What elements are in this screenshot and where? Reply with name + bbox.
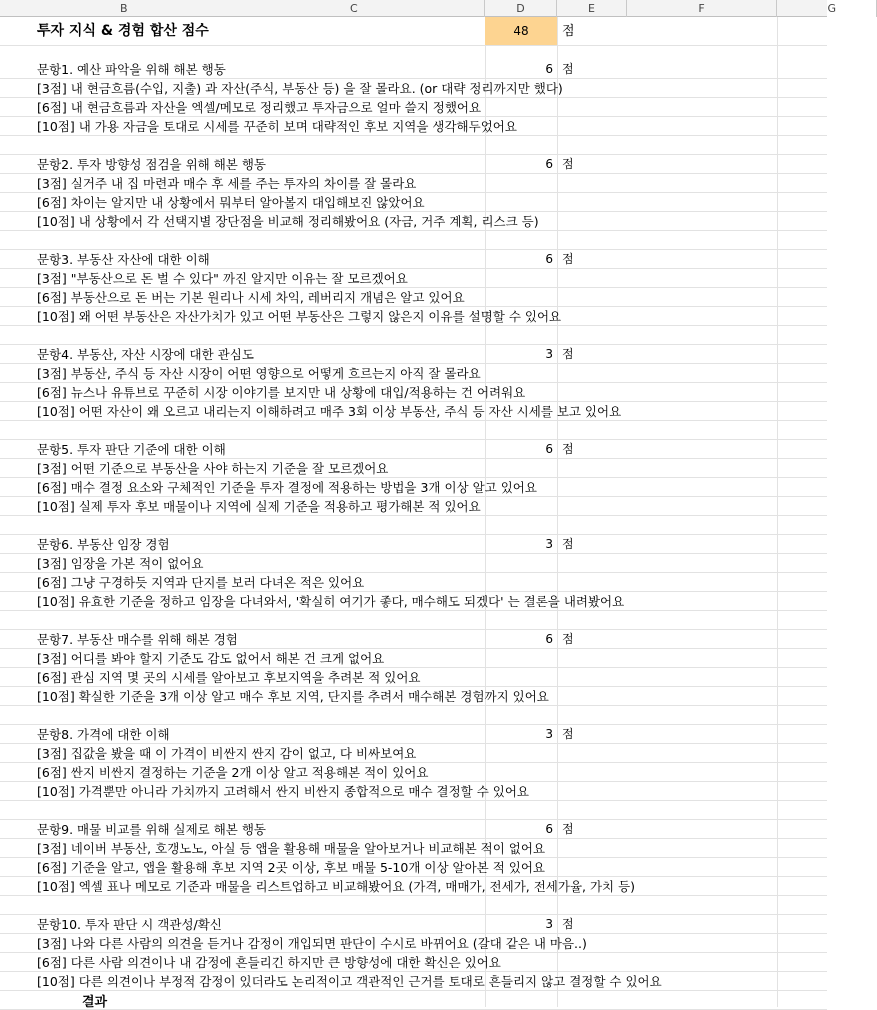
blank-row[interactable] bbox=[0, 231, 827, 250]
question-score-unit: 점 bbox=[562, 917, 574, 931]
answer-option-row[interactable] bbox=[0, 307, 827, 326]
answer-option-row[interactable] bbox=[0, 934, 827, 953]
answer-option-text: [10점] 다른 의견이나 부정적 감정이 있더라도 논리적이고 객관적인 근거를 토대로 흔들리지 않고 결정할 수 있어요 bbox=[37, 974, 662, 989]
blank-row[interactable] bbox=[0, 991, 827, 1010]
question-score-cell[interactable]: 6 bbox=[545, 157, 553, 171]
question-header-row[interactable] bbox=[0, 155, 827, 174]
answer-option-text: [6점] 뉴스나 유튜브로 꾸준히 시장 이야기를 보지만 내 상황에 대입/적용하는 건 어려워요 bbox=[37, 385, 526, 400]
question-score-unit: 점 bbox=[562, 62, 574, 76]
answer-option-row[interactable] bbox=[0, 668, 827, 687]
answer-option-text: [6점] 다른 사람 의견이나 내 감정에 흔들리긴 하지만 큰 방향성에 대한 확신은 있어요 bbox=[37, 955, 501, 970]
answer-option-row[interactable] bbox=[0, 592, 827, 611]
question-header-row[interactable] bbox=[0, 915, 827, 934]
answer-option-text: [3점] "부동산으로 돈 벌 수 있다" 까진 알지만 이유는 잘 모르겠어요 bbox=[37, 271, 408, 286]
answer-option-text: [3점] 실거주 내 집 마련과 매수 후 세를 주는 투자의 차이를 잘 몰라요 bbox=[37, 176, 417, 191]
answer-option-row[interactable] bbox=[0, 117, 827, 136]
answer-option-text: [3점] 집값을 봤을 때 이 가격이 비싼지 싼지 감이 없고, 다 비싸보여요 bbox=[37, 746, 417, 761]
answer-option-row[interactable] bbox=[0, 782, 827, 801]
blank-row[interactable] bbox=[0, 516, 827, 535]
question-title: 문항8. 가격에 대한 이해 bbox=[37, 727, 170, 742]
question-score-unit: 점 bbox=[562, 157, 574, 171]
question-title: 문항1. 예산 파악을 위해 해본 행동 bbox=[37, 62, 226, 77]
answer-option-text: [3점] 부동산, 주식 등 자산 시장이 어떤 영향으로 어떻게 흐르는지 아직 잘 몰라요 bbox=[37, 366, 481, 381]
answer-option-text: [6점] 관심 지역 몇 곳의 시세를 알아보고 후보지역을 추려본 적 있어요 bbox=[37, 670, 421, 685]
title-row[interactable] bbox=[0, 17, 827, 46]
question-title: 문항2. 투자 방향성 점검을 위해 해본 행동 bbox=[37, 157, 266, 172]
column-header-d[interactable]: D bbox=[485, 0, 557, 17]
answer-option-text: [6점] 싼지 비싼지 결정하는 기준을 2개 이상 알고 적용해본 적이 있어요 bbox=[37, 765, 429, 780]
question-header-row[interactable] bbox=[0, 345, 827, 364]
answer-option-row[interactable] bbox=[0, 98, 827, 117]
question-score-cell[interactable]: 6 bbox=[545, 62, 553, 76]
answer-option-text: [10점] 왜 어떤 부동산은 자산가치가 있고 어떤 부동산은 그렇지 않은지 이유를 설명할 수 있어요 bbox=[37, 309, 562, 324]
answer-option-row[interactable] bbox=[0, 288, 827, 307]
answer-option-text: [10점] 가격뿐만 아니라 가치까지 고려해서 싼지 비싼지 종합적으로 매수 결정할 수 있어요 bbox=[37, 784, 529, 799]
answer-option-text: [10점] 확실한 기준을 3개 이상 알고 매수 후보 지역, 단지를 추려서 매수해본 경험까지 있어요 bbox=[37, 689, 549, 704]
question-title: 문항5. 투자 판단 기준에 대한 이해 bbox=[37, 442, 226, 457]
question-score-unit: 점 bbox=[562, 537, 574, 551]
answer-option-row[interactable] bbox=[0, 877, 827, 896]
question-score-unit: 점 bbox=[562, 822, 574, 836]
question-score-cell[interactable]: 6 bbox=[545, 822, 553, 836]
question-score-unit: 점 bbox=[562, 252, 574, 266]
answer-option-row[interactable] bbox=[0, 193, 827, 212]
answer-option-row[interactable] bbox=[0, 744, 827, 763]
blank-row[interactable] bbox=[0, 136, 827, 155]
sheet-tab-result[interactable]: 결과 bbox=[82, 995, 108, 1010]
answer-option-row[interactable] bbox=[0, 79, 827, 98]
question-header-row[interactable] bbox=[0, 250, 827, 269]
column-header-b[interactable]: B bbox=[0, 0, 485, 17]
question-score-unit: 점 bbox=[562, 727, 574, 741]
question-title: 문항4. 부동산, 자산 시장에 대한 관심도 bbox=[37, 347, 254, 362]
answer-option-row[interactable] bbox=[0, 554, 827, 573]
answer-option-row[interactable] bbox=[0, 478, 827, 497]
answer-option-row[interactable] bbox=[0, 212, 827, 231]
answer-option-text: [6점] 매수 결정 요소와 구체적인 기준을 투자 결정에 적용하는 방법을 3개 이상 알고 있어요 bbox=[37, 480, 537, 495]
blank-row[interactable] bbox=[0, 801, 827, 820]
answer-option-text: [3점] 임장을 가본 적이 없어요 bbox=[37, 556, 204, 571]
answer-option-row[interactable] bbox=[0, 497, 827, 516]
answer-option-text: [10점] 유효한 기준을 정하고 임장을 다녀와서, '확실히 여기가 좋다, 매수해도 되겠다' 는 결론을 내려봤어요 bbox=[37, 594, 625, 609]
answer-option-text: [3점] 네이버 부동산, 호갱노노, 아실 등 앱을 활용해 매물을 알아보거나 비교해본 적이 없어요 bbox=[37, 841, 546, 856]
blank-row[interactable] bbox=[0, 421, 827, 440]
answer-option-text: [10점] 실제 투자 후보 매물이나 지역에 실제 기준을 적용하고 평가해본 적 있어요 bbox=[37, 499, 481, 514]
question-header-row[interactable] bbox=[0, 535, 827, 554]
answer-option-row[interactable] bbox=[0, 383, 827, 402]
blank-row[interactable] bbox=[0, 326, 827, 345]
question-score-cell[interactable]: 6 bbox=[545, 252, 553, 266]
question-header-row[interactable] bbox=[0, 725, 827, 744]
column-header-c[interactable]: C bbox=[350, 2, 358, 15]
column-header-e[interactable]: E bbox=[557, 0, 627, 17]
question-header-row[interactable] bbox=[0, 820, 827, 839]
question-score-cell[interactable]: 3 bbox=[545, 347, 553, 361]
answer-option-text: [6점] 부동산으로 돈 버는 기본 원리나 시세 차익, 레버리지 개념은 알고 있어요 bbox=[37, 290, 465, 305]
answer-option-row[interactable] bbox=[0, 459, 827, 478]
answer-option-row[interactable] bbox=[0, 573, 827, 592]
blank-row[interactable] bbox=[0, 611, 827, 630]
answer-option-row[interactable] bbox=[0, 972, 827, 991]
question-header-row[interactable] bbox=[0, 60, 827, 79]
question-score-unit: 점 bbox=[562, 347, 574, 361]
question-score-cell[interactable]: 6 bbox=[545, 442, 553, 456]
total-score-unit: 점 bbox=[562, 24, 575, 39]
answer-option-row[interactable] bbox=[0, 402, 827, 421]
answer-option-row[interactable] bbox=[0, 839, 827, 858]
answer-option-text: [10점] 어떤 자산이 왜 오르고 내리는지 이해하려고 매주 3회 이상 부동산, 주식 등 자산 시세를 보고 있어요 bbox=[37, 404, 622, 419]
answer-option-row[interactable] bbox=[0, 858, 827, 877]
blank-row[interactable] bbox=[0, 706, 827, 725]
answer-option-text: [10점] 엑셀 표나 메모로 기준과 매물을 리스트업하고 비교해봤어요 (가격, 매매가, 전세가, 전세가율, 가치 등) bbox=[37, 879, 636, 894]
answer-option-row[interactable] bbox=[0, 364, 827, 383]
sheet-title: 투자 지식 & 경험 합산 점수 bbox=[37, 23, 209, 39]
answer-option-text: [6점] 그냥 구경하듯 지역과 단지를 보러 다녀온 적은 있어요 bbox=[37, 575, 365, 590]
question-title: 문항7. 부동산 매수를 위해 해본 경험 bbox=[37, 632, 238, 647]
question-score-cell[interactable]: 3 bbox=[545, 917, 553, 931]
question-title: 문항6. 부동산 임장 경험 bbox=[37, 537, 170, 552]
answer-option-row[interactable] bbox=[0, 649, 827, 668]
total-score-cell[interactable]: 48 bbox=[485, 17, 557, 45]
answer-option-row[interactable] bbox=[0, 763, 827, 782]
question-score-cell[interactable]: 3 bbox=[545, 537, 553, 551]
answer-option-text: [10점] 내 상황에서 각 선택지별 장단점을 비교해 정리해봤어요 (자금, 거주 계획, 리스크 등) bbox=[37, 214, 539, 229]
column-header-g[interactable]: G bbox=[777, 0, 877, 17]
question-score-cell[interactable]: 6 bbox=[545, 632, 553, 646]
answer-option-text: [3점] 어디를 봐야 할지 기준도 감도 없어서 해본 건 크게 없어요 bbox=[37, 651, 385, 666]
question-score-unit: 점 bbox=[562, 632, 574, 646]
answer-option-text: [3점] 나와 다른 사람의 의견을 듣거나 감정이 개입되면 판단이 수시로 바뀌어요 (갈대 같은 내 마음..) bbox=[37, 936, 587, 951]
question-title: 문항10. 투자 판단 시 객관성/확신 bbox=[37, 917, 222, 932]
answer-option-row[interactable] bbox=[0, 269, 827, 288]
answer-option-row[interactable] bbox=[0, 953, 827, 972]
question-header-row[interactable] bbox=[0, 630, 827, 649]
question-title: 문항3. 부동산 자산에 대한 이해 bbox=[37, 252, 210, 267]
answer-option-text: [6점] 기준을 알고, 앱을 활용해 후보 지역 2곳 이상, 후보 매물 5-10개 이상 알아본 적 있어요 bbox=[37, 860, 545, 875]
answer-option-row[interactable] bbox=[0, 174, 827, 193]
question-score-unit: 점 bbox=[562, 442, 574, 456]
question-title: 문항9. 매물 비교를 위해 실제로 해본 행동 bbox=[37, 822, 266, 837]
question-header-row[interactable] bbox=[0, 440, 827, 459]
answer-option-text: [6점] 내 현금흐름과 자산을 엑셀/메모로 정리했고 투자금으로 얼마 쓸지 정했어요 bbox=[37, 100, 482, 115]
answer-option-text: [3점] 내 현금흐름(수입, 지출) 과 자산(주식, 부동산 등) 을 잘 몰라요. (or 대략 정리까지만 했다) bbox=[37, 81, 563, 96]
answer-option-text: [10점] 내 가용 자금을 토대로 시세를 꾸준히 보며 대략적인 후보 지역을 생각해두었어요 bbox=[37, 119, 517, 134]
answer-option-row[interactable] bbox=[0, 687, 827, 706]
blank-row[interactable] bbox=[0, 896, 827, 915]
column-header-row bbox=[0, 0, 836, 17]
question-score-cell[interactable]: 3 bbox=[545, 727, 553, 741]
answer-option-text: [6점] 차이는 알지만 내 상황에서 뭐부터 알아볼지 대입해보진 않았어요 bbox=[37, 195, 425, 210]
column-header-f[interactable]: F bbox=[627, 0, 777, 17]
answer-option-text: [3점] 어떤 기준으로 부동산을 사야 하는지 기준을 잘 모르겠어요 bbox=[37, 461, 389, 476]
